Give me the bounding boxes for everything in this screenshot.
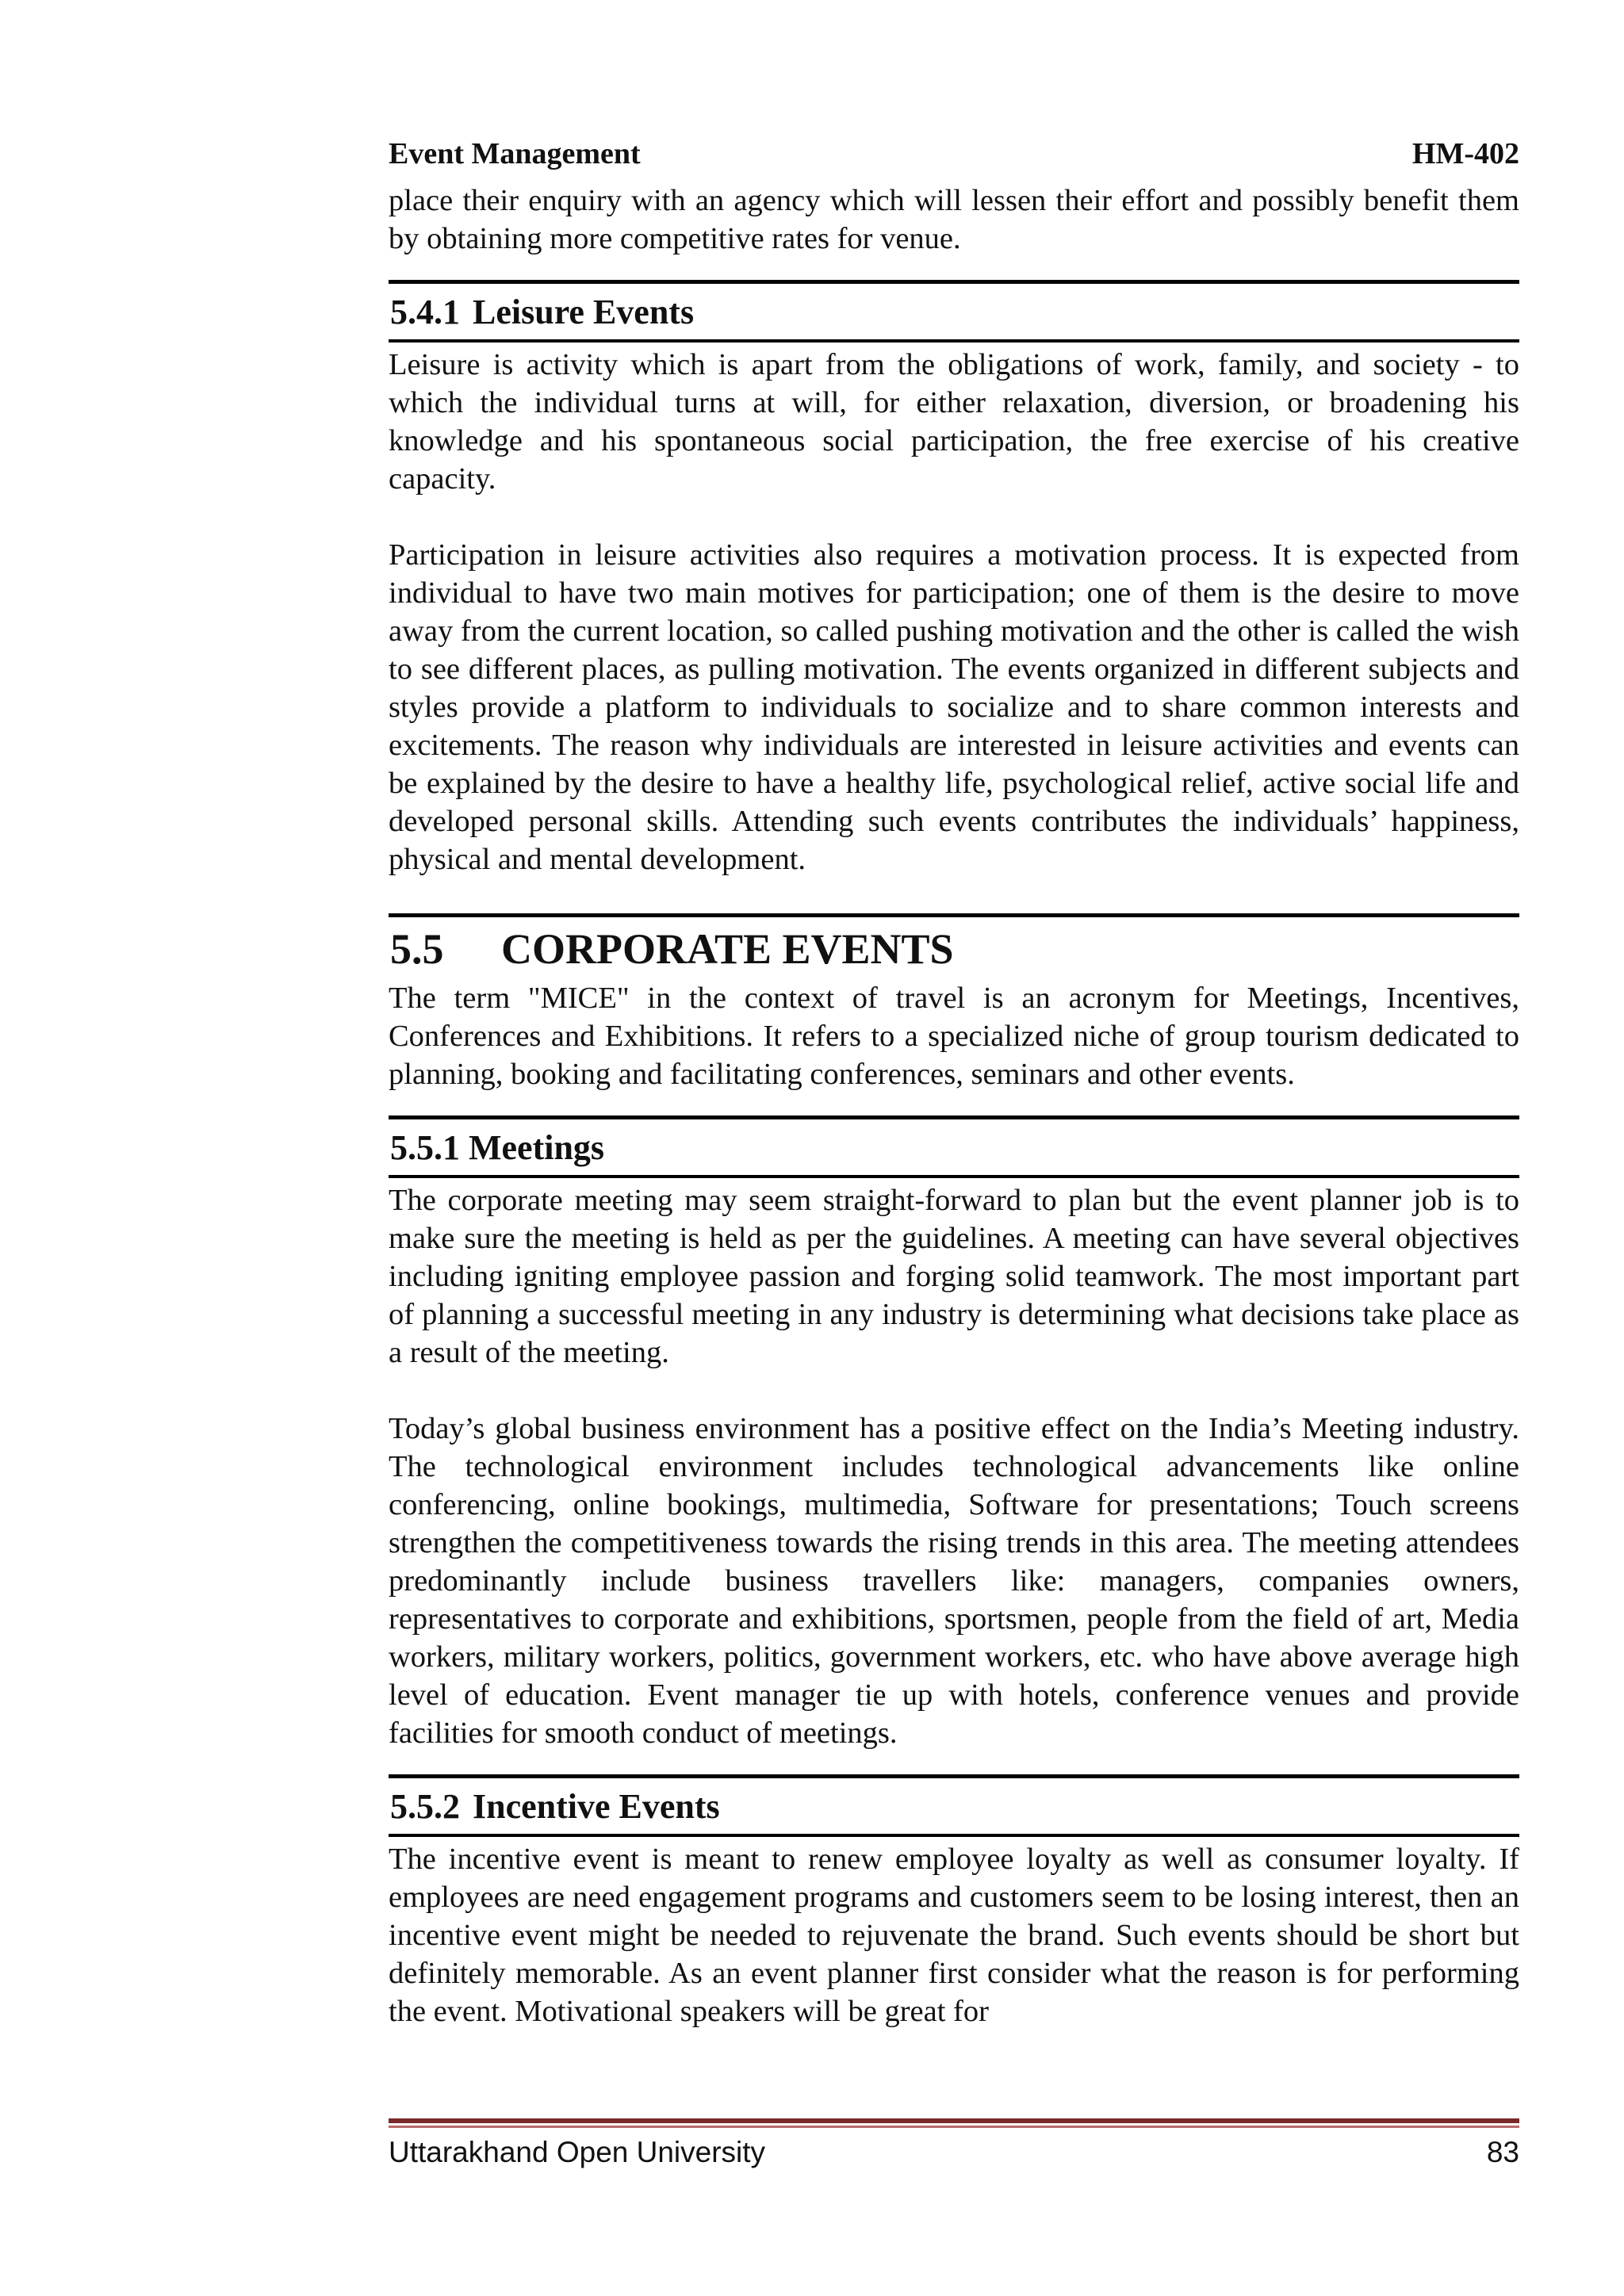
- page-footer: [389, 2118, 1519, 2172]
- body-paragraph: The corporate meeting may seem straight-forward to plan but the event planner job is to make sure the meeting is held as per the guidelines. A meeting can have several objectives including igniting employee passion and forging solid teamwork. The most important part of planning a successful meeting in any industry is determining what decisions take place as a result of the meeting.: [389, 1184, 1519, 1369]
- section-title: 5.5.1 Meetings: [390, 1128, 605, 1167]
- body-paragraph: Leisure is activity which is apart from the obligations of work, family, and society - to which the individual turns at will, for either relaxation, diversion, or broadening his knowledge and his spontaneous social participation, the free exercise of his creative capacity.: [389, 348, 1519, 496]
- footer-rule-thin: [389, 2126, 1519, 2128]
- footer-rule: [389, 2118, 1519, 2123]
- body-paragraph: Today’s global business environment has a positive effect on the India’s Meeting industry. The technological environment includes technological advancements like online conferencing, online bookings, multimedia, Software for presentations; Touch screens strengthen the competitiveness towards the rising trends in this area. The meeting attendees predominantly include business travellers like: managers, companies owners, representatives to corporate and exhibitions, sportsmen, people from the field of art, Media workers, military workers, politics, government workers, etc. who have above average high level of education. Event manager tie up with hotels, conference venues and provide facilities for smooth conduct of meetings.: [389, 1412, 1519, 1750]
- page-number: 83: [1486, 2136, 1519, 2168]
- footer-university-name: Uttarakhand Open University: [389, 2136, 766, 2168]
- section-heading-5-5: [389, 913, 1519, 976]
- section-title: Incentive Events: [473, 1787, 720, 1826]
- intro-paragraph: place their enquiry with an agency which will lessen their effort and possibly benefit them by obtaining more competitive rates for venue.: [389, 184, 1519, 255]
- header-course-title: Event Management: [389, 137, 641, 170]
- body-paragraph: Participation in leisure activities also requires a motivation process. It is expected from individual to have two main motives for participation; one of them is the desire to move away from the current location, so called pushing motivation and the other is called the wish to see different places, as pulling motivation. The events organized in different subjects and styles provide a platform to individuals to socialize and to share common interests and excitements. The reason why individuals are interested in leisure activities and events can be explained by the desire to have a healthy life, psychological relief, active social life and developed personal skills. Attending such events contributes the individuals’ happiness, physical and mental development.: [389, 538, 1519, 876]
- section-title: CORPORATE EVENTS: [501, 925, 954, 973]
- footer-row: [389, 2133, 1519, 2172]
- section-heading-5-5-2: [389, 1774, 1519, 1837]
- section-number: 5.5: [390, 925, 444, 973]
- header-course-code: HM-402: [1411, 137, 1519, 170]
- body-paragraph: The incentive event is meant to renew employee loyalty as well as consumer loyalty. If employees are need engagement programs and customers seem to be losing interest, then an incentive event might be needed to rejuvenate the brand. Such events should be short but definitely memorable. As an event planner first consider what the reason is for performing the event. Motivational speakers will be great for: [389, 1843, 1519, 2028]
- document-page: [389, 131, 1519, 2030]
- section-heading-5-4-1: [389, 280, 1519, 342]
- section-number: 5.5.2: [390, 1787, 460, 1826]
- section-title: Leisure Events: [473, 293, 695, 331]
- section-heading-5-5-1: [389, 1115, 1519, 1178]
- body-paragraph: The term "MICE" in the context of travel is an acronym for Meetings, Incentives, Conferences and Exhibitions. It refers to a specialized niche of group tourism dedicated to planning, booking and facilitating conferences, seminars and other events.: [389, 982, 1519, 1091]
- running-header: [389, 131, 1519, 177]
- section-number: 5.4.1: [390, 293, 460, 331]
